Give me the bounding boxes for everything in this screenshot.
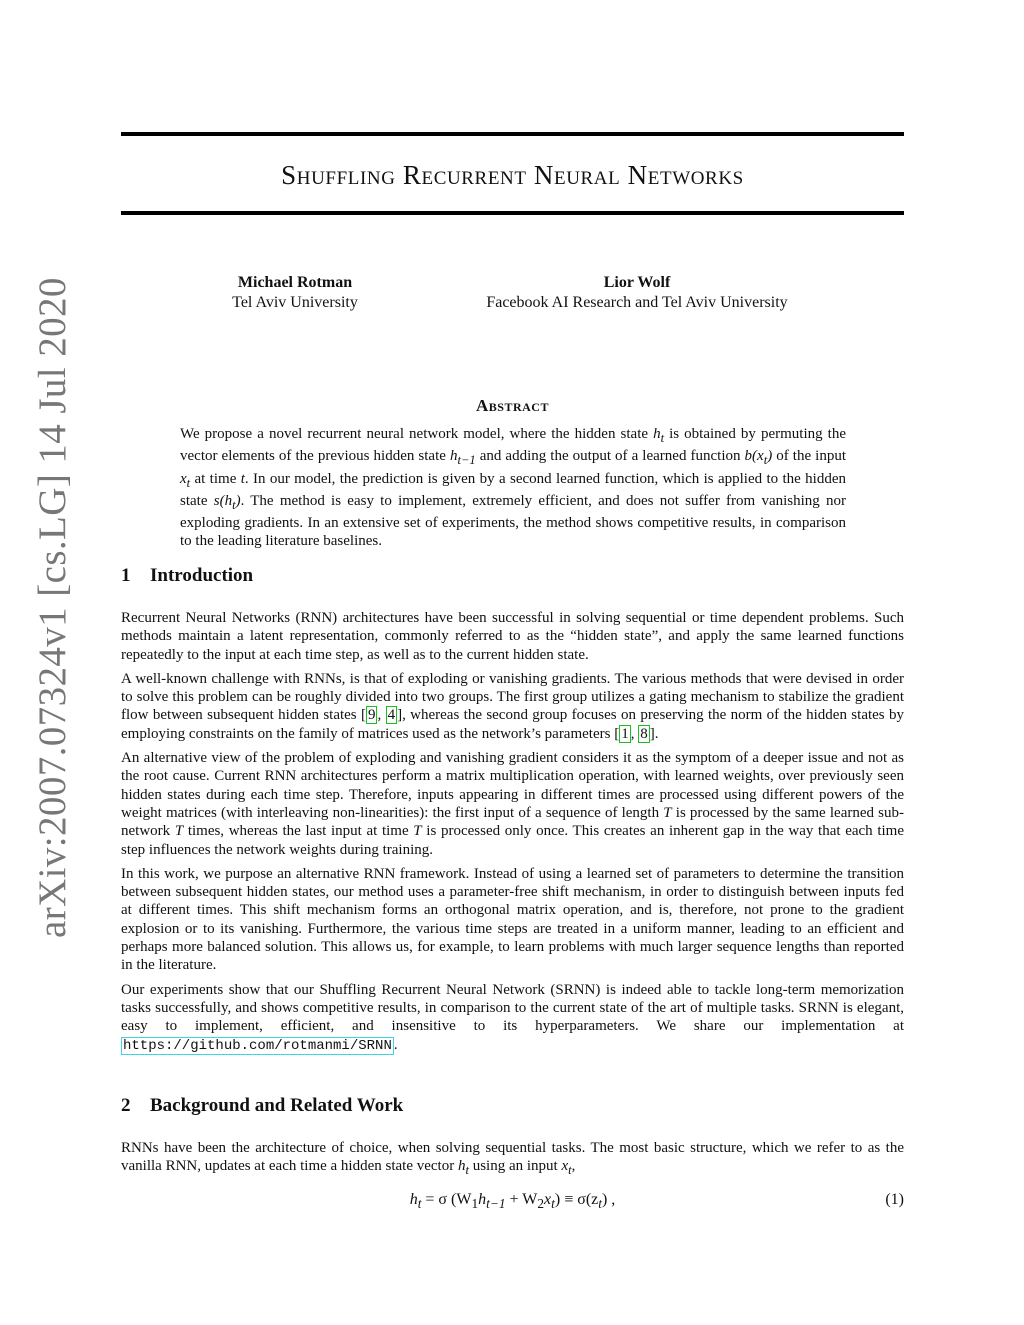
paragraph: An alternative view of the problem of exploding and vanishing gradient considers it as the symptom of a deeper issue and not as the root cause. Current RNN architectures perform a matrix multiplication operation, with learned weights, over previously seen hidden states during each time step. Therefore, inputs appearing in different times are processed using different powers of the weight matrices (with interleaving non-linearities): the first input of a sequence of length T is processed by the same learned sub-network T times, whereas the last input at time T is processed only once. This creates an inherent gap in the way that each time step influences the network weights during training. <box>121 750 904 858</box>
section-heading-background <box>121 1095 403 1117</box>
title-rule-bottom <box>121 211 904 215</box>
paragraph: Our experiments show that our Shuffling Recurrent Neural Network (SRNN) is indeed able to tackle long-term memorization tasks successfully, and shows competitive results, in comparison to the current state of the art of multiple tasks. SRNN is elegant, easy to implement, efficient, and insensitive to its hyperparameters. We share our implementation at https://github.com/rotmanmi/SRNN . <box>121 981 904 1054</box>
equation-1 <box>121 1191 904 1213</box>
paragraph: A well-known challenge with RNNs, is that of exploding or vanishing gradients. The various methods that were devised in order to solve this problem can be roughly divided into two groups. The first group utilizes a gating mechanism to stabilize the gradient flow between subsequent hidden states [ 9 , 4 ], whereas the second group focuses on preserving the norm of the hidden states by employing constraints on the family of matrices used as the network’s parameters [ 1 , 8 ]. <box>121 670 904 742</box>
introduction-body <box>121 609 904 1061</box>
title-rule-top <box>121 132 904 136</box>
github-link[interactable]: https://github.com/rotmanmi/SRNN <box>123 1037 392 1054</box>
equation-number: (1) <box>885 1191 904 1208</box>
paragraph: RNNs have been the architecture of choice, when solving sequential tasks. The most basic structure, which we refer to as the vanilla RNN, updates at each time a hidden state vector $h_t$ using an input $x_t$, <box>121 1140 904 1178</box>
section-heading-introduction <box>121 565 253 587</box>
author-name: Lior Wolf <box>603 274 671 291</box>
section-title: Introduction <box>150 565 254 586</box>
citation-link[interactable]: 4 <box>387 707 396 724</box>
abstract-text: We propose a novel recurrent neural network model, where the hidden state $h_t$ is obtained by permuting the vector elements of the previous hidden state $h_{t-1}$ and adding the output of a learned function $b(x_t)$ of the input $x_t$ at time t. In our model, the prediction is given by a second learned function, which is applied to the hidden state $s(h_t)$. The method is easy to implement, extremely efficient, and does not suffer from vanishing nor exploding gradients. In an extensive set of experiments, the method shows competitive results, in comparison to the leading literature baselines. <box>180 426 847 550</box>
citation-link[interactable]: 9 <box>367 707 376 724</box>
abstract-heading: Abstract <box>476 396 549 415</box>
section-title: Background and Related Work <box>150 1095 404 1116</box>
background-body <box>121 1139 904 1186</box>
section-number: 2 <box>121 1095 131 1116</box>
arxiv-side-stamp: arXiv:2007.07324v1 [cs.LG] 14 Jul 2020 <box>31 277 74 938</box>
author-block-2 <box>470 273 804 313</box>
author-name: Michael Rotman <box>237 274 353 291</box>
author-block-1 <box>195 273 395 313</box>
equation-body: $h_t = \sigma$ $(W_1h_{t-1} + W_2x_t) \equiv \sigma(z_t)$ , <box>409 1191 616 1212</box>
author-affiliation: Tel Aviv University <box>232 294 358 311</box>
citation-link[interactable]: 1 <box>621 725 629 742</box>
paragraph: Recurrent Neural Networks (RNN) architectures have been successful in solving sequential or time dependent problems. Such methods maintain a latent representation, commonly referred to as the “hidden state”, and apply the same learned functions repeatedly to the input at each time step, as well as to the current hidden state. <box>121 610 904 663</box>
paragraph: In this work, we purpose an alternative RNN framework. Instead of using a learned set of parameters to determine the transition between subsequent hidden states, our method uses a parameter-free shift mechanism, in order to distinguish between inputs fed at different times. This shift mechanism forms an orthogonal matrix operation, and is, therefore, not prone to the gradient explosion or to its vanishing. Furthermore, the various time steps are treated in a uniform manner, leading to an efficient and perhaps more balanced solution. This allows us, for example, to learn problems with much larger sequence lengths than reported in the literature. <box>121 865 904 974</box>
author-affiliation: Facebook AI Research and Tel Aviv University <box>486 294 788 311</box>
paper-title: Shuffling Recurrent Neural Networks <box>281 160 744 190</box>
section-number: 1 <box>121 565 131 586</box>
citation-link[interactable]: 8 <box>640 725 648 742</box>
